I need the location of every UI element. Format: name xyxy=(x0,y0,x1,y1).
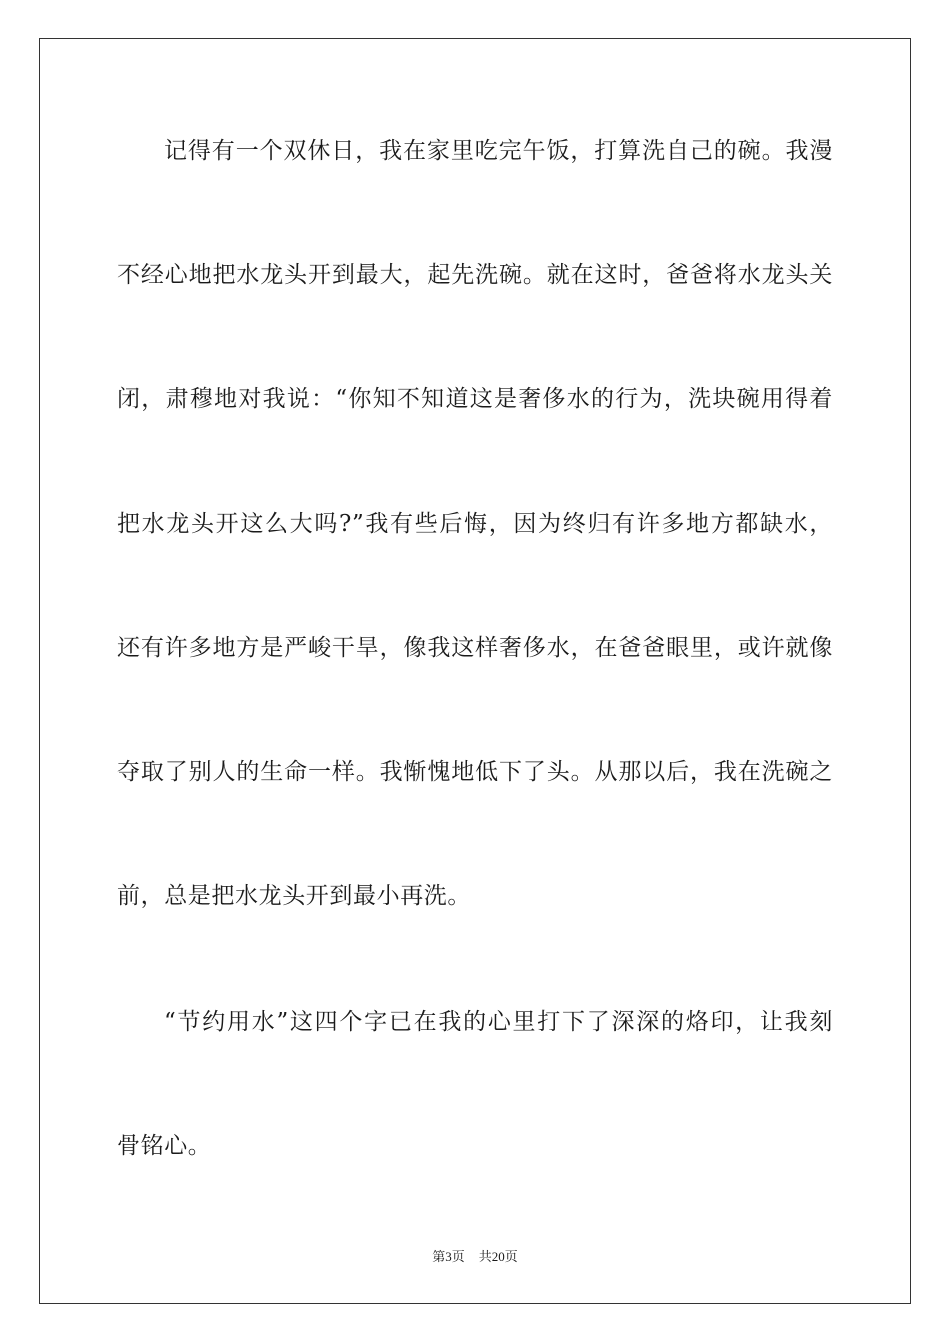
text-line: 骨铭心。 xyxy=(117,1133,212,1159)
text-line: “节约用水”这四个字已在我的心里打下了深深的烙印，让我刻 xyxy=(164,1009,833,1035)
text-line: 夺取了别人的生命一样。我惭愧地低下了头。从那以后，我在洗碗之 xyxy=(117,759,833,785)
page-number: 第3页 xyxy=(432,1249,465,1264)
page-footer xyxy=(0,1248,950,1266)
text-line: 闭，肃穆地对我说：“你知不知道这是奢侈水的行为，洗块碗用得着 xyxy=(117,386,833,412)
page-border xyxy=(39,38,911,1304)
text-line: 记得有一个双休日，我在家里吃完午饭，打算洗自己的碗。我漫 xyxy=(164,138,833,164)
text-line: 不经心地把水龙头开到最大，起先洗碗。就在这时，爸爸将水龙头关 xyxy=(117,262,833,288)
text-line: 还有许多地方是严峻干旱，像我这样奢侈水，在爸爸眼里，或许就像 xyxy=(117,635,833,661)
page-total: 共20页 xyxy=(478,1249,518,1264)
text-line: 前，总是把水龙头开到最小再洗。 xyxy=(117,883,471,909)
text-line: 把水龙头开这么大吗?”我有些后悔，因为终归有许多地方都缺水， xyxy=(117,511,833,537)
